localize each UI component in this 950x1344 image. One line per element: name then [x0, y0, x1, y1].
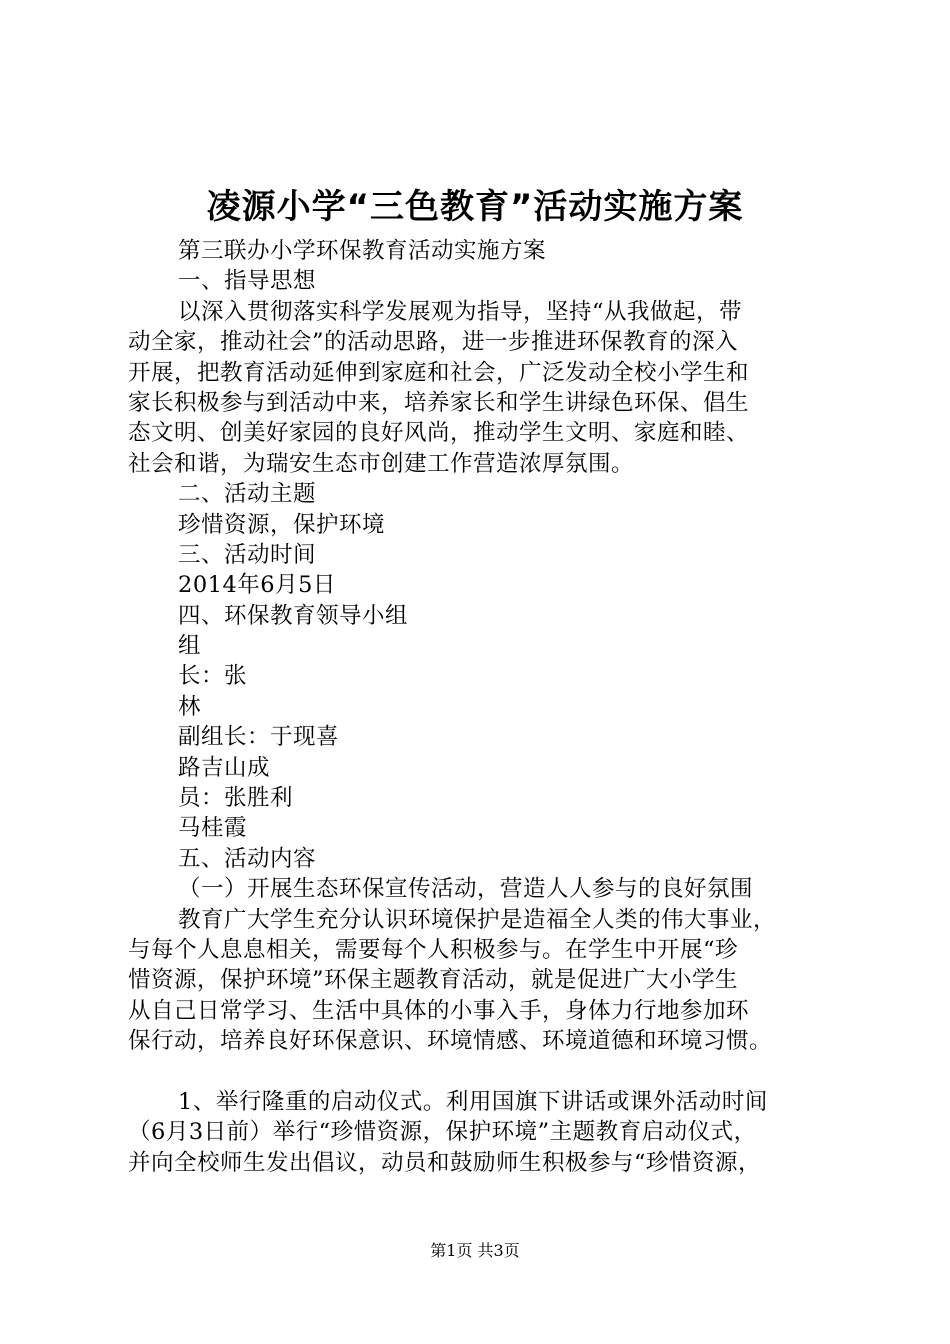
text-line: 组	[178, 633, 202, 660]
text-line: 副组长：于现喜	[178, 724, 340, 751]
text-line: 马桂霞	[178, 815, 248, 842]
text-line: 惜资源，保护环境”环保主题教育活动，就是促进广大小学生	[128, 967, 739, 994]
blank-line	[128, 1057, 828, 1087]
text-line: 家长积极参与到活动中来，培养家长和学生讲绿色环保、倡生	[128, 389, 750, 416]
text-line: 1、举行隆重的启动仪式。利用国旗下讲话或课外活动时间	[178, 1088, 768, 1115]
text-line: 员：张胜利	[178, 785, 294, 812]
text-line: （6月3日前）举行“珍惜资源，保护环境”主题教育启动仪式，	[128, 1119, 757, 1146]
text-line: 以深入贯彻落实科学发展观为指导，坚持“从我做起，带	[178, 298, 743, 325]
text-line: 珍惜资源，保护环境	[178, 511, 386, 538]
text-line: 路吉山成	[178, 754, 271, 781]
document-body	[128, 236, 828, 1178]
text-line: 五、活动内容	[178, 845, 317, 872]
text-line: 林	[178, 693, 202, 720]
text-line: 保行动，培养良好环保意识、环境情感、环境道德和环境习惯。	[128, 1028, 773, 1055]
text-line: （一）开展生态环保宣传活动，营造人人参与的良好氛围	[178, 876, 754, 903]
text-line: 三、活动时间	[178, 541, 317, 568]
text-line: 社会和谐，为瑞安生态市创建工作营造浓厚氛围。	[128, 450, 635, 477]
text-line: 并向全校师生发出倡议，动员和鼓励师生积极参与“珍惜资源，	[128, 1149, 762, 1176]
text-line: 一、指导思想	[178, 268, 317, 295]
text-line: 长：张	[178, 663, 248, 690]
page-footer: 第1页 共3页	[430, 1241, 520, 1260]
text-line: 动全家，推动社会”的活动思路，进一步推进环保教育的深入	[128, 329, 739, 356]
text-line: 2014年6月5日	[178, 572, 336, 599]
text-line: 从自己日常学习、生活中具体的小事入手，身体力行地参加环	[128, 997, 750, 1024]
text-line: 开展，把教育活动延伸到家庭和社会，广泛发动全校小学生和	[128, 359, 750, 386]
text-line: 四、环保教育领导小组	[178, 602, 409, 629]
text-line: 态文明、创美好家园的良好风尚，推动学生文明、家庭和睦、	[128, 420, 750, 447]
document-title: 凌源小学“三色教育”活动实施方案	[206, 187, 744, 227]
text-line: 第三联办小学环保教育活动实施方案	[178, 238, 547, 264]
text-line: 与每个人息息相关，需要每个人积极参与。在学生中开展“珍	[128, 936, 739, 963]
text-line: 二、活动主题	[178, 481, 317, 508]
text-line: 教育广大学生充分认识环境保护是造福全人类的伟大事业，	[178, 906, 777, 933]
